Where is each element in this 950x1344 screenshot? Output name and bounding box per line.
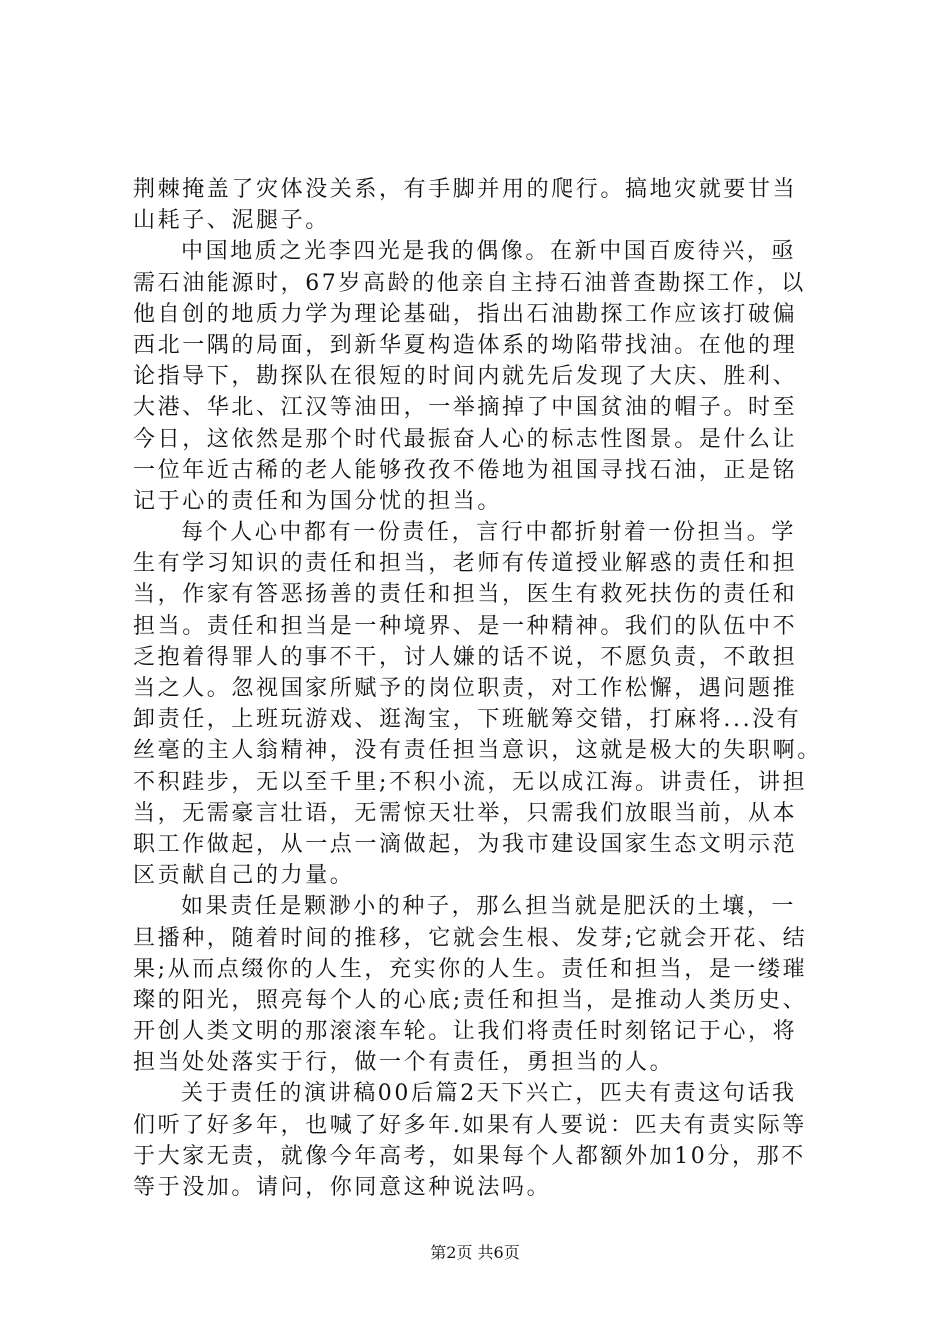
text-line: 荆棘掩盖了灾体没关系，有手脚并用的爬行。搞地灾就要甘当 [133,177,798,202]
text-line: 职工作做起，从一点一滴做起，为我市建设国家生态文明示范 [133,831,798,857]
text-line: 需石油能源时，67岁高龄的他亲自主持石油普查勘探工作，以 [133,270,806,296]
text-line: 当，作家有答恶扬善的责任和担当，医生有救死扶伤的责任和 [133,582,798,608]
text-line: 西北一隅的局面，到新华夏构造体系的坳陷带找油。在他的理 [133,332,798,358]
text-line: 乏抱着得罪人的事不干，讨人嫌的话不说，不愿负责，不敢担 [133,644,798,670]
text-line: 开创人类文明的那滚滚车轮。让我们将责任时刻铭记于心，将 [133,1019,798,1045]
text-line: 们听了好多年，也喊了好多年.如果有人要说：匹夫有责实际等 [133,1112,807,1138]
text-line: 大港、华北、江汉等油田，一举摘掉了中国贫油的帽子。时至 [133,395,798,421]
text-line: 丝毫的主人翁精神，没有责任担当意识，这就是极大的失职啊。 [133,738,822,764]
text-line: 记于心的责任和为国分忧的担当。 [133,488,503,514]
page-number-footer: 第2页 共6页 [430,1243,520,1262]
text-line: 卸责任，上班玩游戏、逛淘宝，下班觥筹交错，打麻将...没有 [133,707,802,733]
paragraph-first-line: 每个人心中都有一份责任，言行中都折射着一份担当。学 [181,520,797,546]
text-line: 当之人。忽视国家所赋予的岗位职责，对工作松懈，遇问题推 [133,676,798,701]
text-line: 当，无需豪言壮语，无需惊天壮举，只需我们放眼当前，从本 [133,800,798,826]
text-line: 旦播种，随着时间的推移，它就会生根、发芽;它就会开花、结 [133,925,808,951]
text-line: 果;从而点缀你的人生，充实你的人生。责任和担当，是一缕璀 [133,956,808,982]
text-line: 生有学习知识的责任和担当，老师有传道授业解惑的责任和担 [133,551,798,577]
text-line: 璨的阳光，照亮每个人的心底;责任和担当，是推动人类历史、 [133,987,808,1013]
document-body [133,174,833,1203]
text-line: 一位年近古稀的老人能够孜孜不倦地为祖国寻找石油，正是铭 [133,457,798,483]
text-line: 担当。责任和担当是一种境界、是一种精神。我们的队伍中不 [133,613,798,639]
paragraph-first-line: 如果责任是颗渺小的种子，那么担当就是肥沃的土壤，一 [181,894,797,920]
text-line: 担当处处落实于行，做一个有责任，勇担当的人。 [133,1050,675,1076]
text-line: 今日，这依然是那个时代最振奋人心的标志性图景。是什么让 [133,426,798,452]
text-line: 区贡献自己的力量。 [133,863,355,889]
text-line: 等于没加。请问，你同意这种说法吗。 [133,1175,552,1200]
text-line: 他自创的地质力学为理论基础，指出石油勘探工作应该打破偏 [133,301,798,327]
paragraph-first-line: 中国地质之光李四光是我的偶像。在新中国百废待兴，亟 [181,239,797,265]
text-line: 不积跬步，无以至千里;不积小流，无以成江海。讲责任，讲担 [133,769,808,795]
paragraph-first-line: 关于责任的演讲稿00后篇2天下兴亡，匹夫有责这句话我 [181,1081,797,1107]
text-line: 山耗子、泥腿子。 [133,208,330,234]
text-line: 于大家无责，就像今年高考，如果每个人都额外加10分，那不 [133,1143,806,1169]
text-line: 论指导下，勘探队在很短的时间内就先后发现了大庆、胜利、 [133,364,798,390]
